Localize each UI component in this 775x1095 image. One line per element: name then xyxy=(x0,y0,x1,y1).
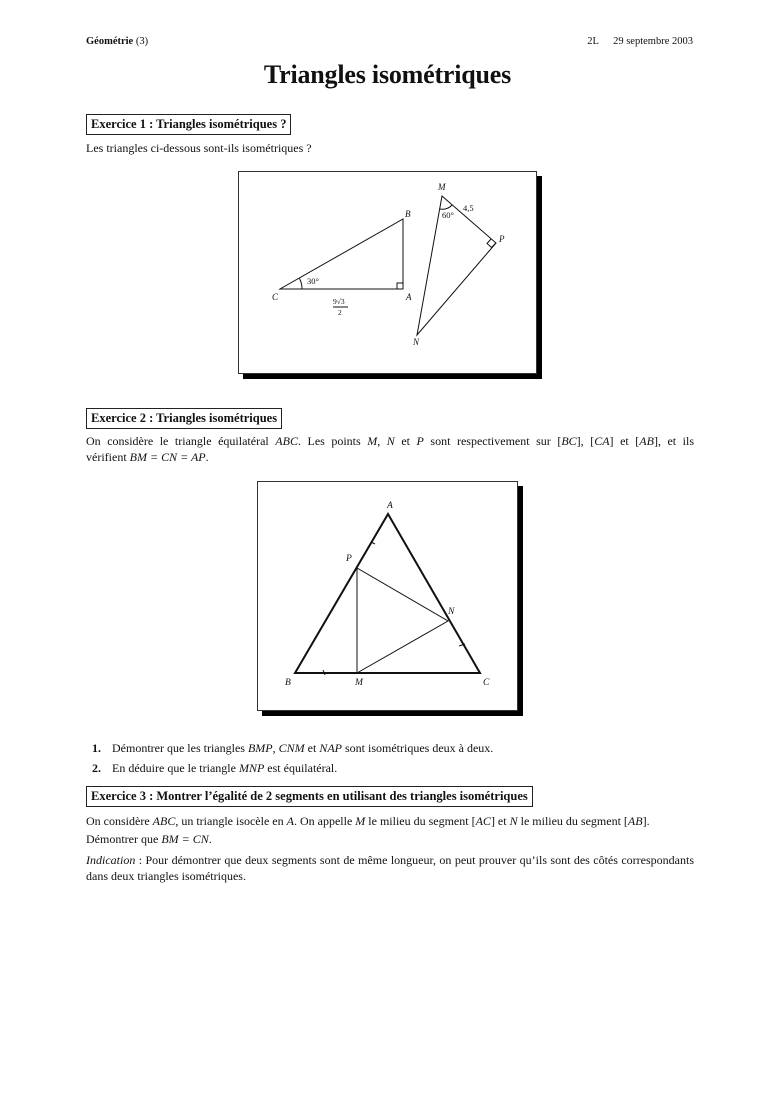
side-ca-numerator: 9√3 xyxy=(333,297,345,306)
exercise2-intro xyxy=(86,433,694,465)
exercise1-heading: Exercice 1 : Triangles isométriques ? xyxy=(86,114,291,135)
sheet-number: (3) xyxy=(135,36,149,47)
exercise3-heading: Exercice 3 : Montrer l’égalité de 2 segments en utilisant des triangles isométriques xyxy=(86,786,533,807)
exercise2-questions xyxy=(92,738,493,778)
figure-exercise1 xyxy=(238,171,537,374)
figure-exercise2 xyxy=(257,481,518,711)
question-1: 1. Démontrer que les triangles BMP, CNM et NAP sont isométriques deux à deux. xyxy=(92,741,494,755)
angle-c-value: 30° xyxy=(307,276,319,286)
triangle-abc xyxy=(280,219,403,289)
exercise3-line2: Démontrer que BM = CN. xyxy=(86,832,212,846)
exercise2-intro-line2: vérifient BM = CN = AP. xyxy=(86,450,209,464)
right-angle-a-icon xyxy=(397,283,403,289)
triangle-mnp-inner xyxy=(357,568,448,673)
equilateral-triangle-diagram xyxy=(258,482,517,710)
angle-arc-m-icon xyxy=(440,205,452,209)
triangles-diagram xyxy=(239,172,536,373)
exercise2-intro-line1: On considère le triangle équilatéral ABC. Les points M, N et P sont respectivement sur [BC], [CA] et [AB], et ils xyxy=(86,434,695,448)
label-m: M xyxy=(355,678,363,688)
exercise3-body xyxy=(86,812,694,884)
angle-arc-c-icon xyxy=(300,279,303,290)
label-m: M xyxy=(438,182,446,192)
exercise1-question: Les triangles ci-dessous sont-ils isométriques ? xyxy=(86,141,312,155)
question-2: 2. En déduire que le triangle MNP est équilatéral. xyxy=(92,761,338,775)
exercise3-line1: On considère ABC, un triangle isocèle en A. On appelle M le milieu du segment [AC] et N le milieu du segment [AB]. xyxy=(86,814,650,828)
class-label: 2L xyxy=(587,36,599,47)
triangle-abc-outer xyxy=(295,514,480,673)
label-b: B xyxy=(405,209,411,219)
angle-m-value: 60° xyxy=(442,210,454,220)
label-a: A xyxy=(406,292,412,302)
label-p: P xyxy=(499,234,505,244)
label-p: P xyxy=(346,554,352,564)
side-ca-denominator: 2 xyxy=(338,308,342,317)
header-subject xyxy=(86,36,148,47)
date-label: 29 septembre 2003 xyxy=(613,36,693,47)
header-meta xyxy=(587,36,693,47)
right-angle-p-icon xyxy=(487,239,496,248)
label-a: A xyxy=(387,501,393,511)
exercise3-hint xyxy=(86,852,694,884)
label-b: B xyxy=(285,678,291,688)
label-c: C xyxy=(272,292,279,302)
side-mp-value: 4,5 xyxy=(463,203,474,213)
label-n: N xyxy=(448,607,455,617)
triangle-mnp xyxy=(417,196,496,335)
label-n: N xyxy=(413,337,420,347)
hint-text: : Pour démontrer que deux segments sont de même longueur, on peut prouver qu’ils sont des côtés correspondants dans deux triangles isométriques. xyxy=(86,853,694,883)
page-title: Triangles isométriques xyxy=(263,60,512,89)
hint-label: Indication xyxy=(86,853,136,867)
label-c: C xyxy=(483,678,490,688)
exercise2-heading: Exercice 2 : Triangles isométriques xyxy=(86,408,282,429)
subject-label: Géométrie xyxy=(86,36,134,47)
